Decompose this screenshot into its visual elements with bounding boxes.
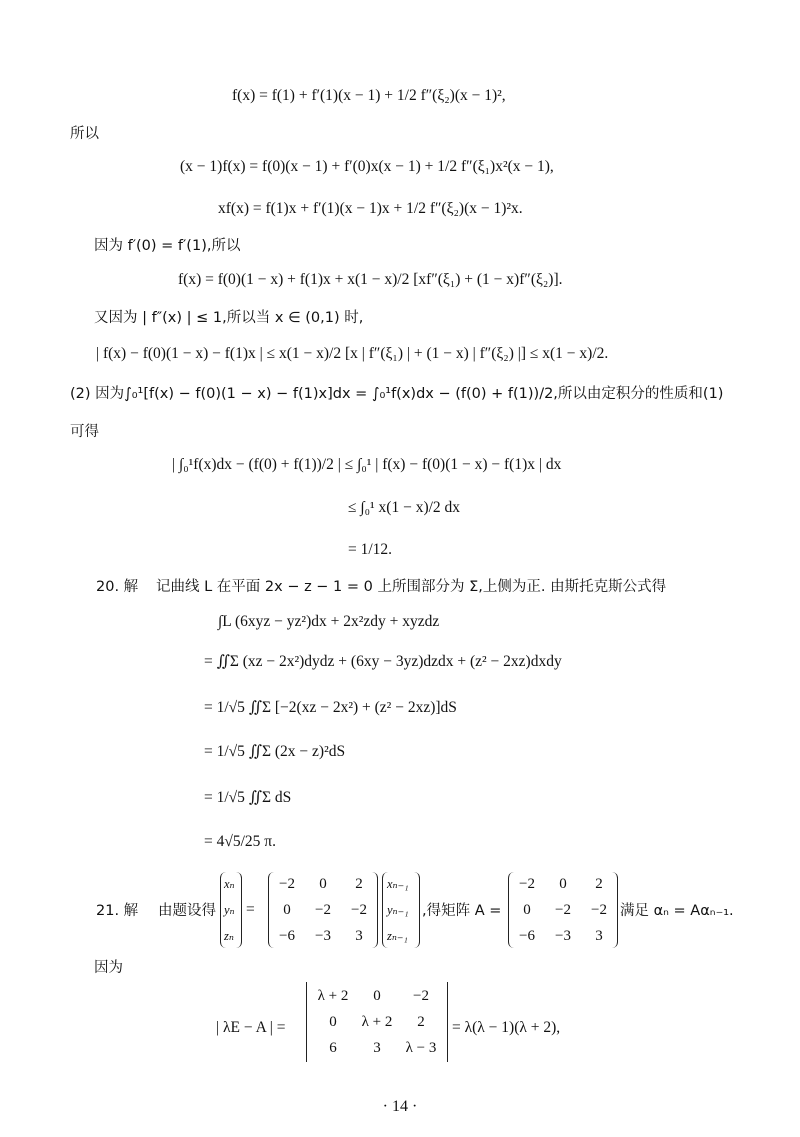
equation-x-fx: xf(x) = f(1)x + f′(1)(x − 1)x + 1/2 f″(ξ₂)(x − 1)²x. xyxy=(218,200,523,217)
matrix-cell: 2 xyxy=(355,876,363,892)
determinant-result: = λ(λ − 1)(λ + 2), xyxy=(452,1019,561,1036)
vector-entry: yₙ xyxy=(224,903,235,917)
matrix-cell: −6 xyxy=(519,928,535,944)
vector-entry: xₙ₋₁ xyxy=(387,877,409,891)
determinant xyxy=(306,982,448,1062)
vector-alpha-n xyxy=(220,872,242,948)
matrix-cell: −2 xyxy=(591,902,607,918)
solution-21-label: 21. 解 xyxy=(96,903,139,919)
matrix-a-system xyxy=(268,872,378,948)
taylor-expansion-at-1: f(x) = f(1) + f′(1)(x − 1) + 1/2 f″(ξ₂)(x − 1)², xyxy=(232,87,506,104)
determinant-cell: λ + 2 xyxy=(361,1014,393,1030)
surface-integral-4: = 1/√5 ∬Σ dS xyxy=(204,789,292,806)
surface-integral-2: = 1/√5 ∬Σ [−2(xz − 2x²) + (z² − 2xz)]dS xyxy=(204,699,457,716)
matrix-cell: 0 xyxy=(523,902,531,918)
integral-inequality-2: ≤ ∫₀¹ x(1 − x)/2 dx xyxy=(348,499,461,516)
equation-fx-combined: f(x) = f(0)(1 − x) + f(1)x + x(1 − x)/2 [xf″(ξ₁) + (1 − x)f″(ξ₂)]. xyxy=(178,271,563,288)
matrix-cell: 0 xyxy=(283,902,291,918)
integral-result: = 1/12. xyxy=(348,541,393,558)
vector-entry: yₙ₋₁ xyxy=(387,903,409,917)
determinant-cell: 3 xyxy=(373,1040,381,1056)
matrix-cell: −2 xyxy=(351,902,367,918)
matrix-cell: 3 xyxy=(355,928,363,944)
text-because-derivatives-equal: 因为 f′(0) = f′(1),所以 xyxy=(94,238,241,254)
text-get-matrix: ,得矩阵 A = xyxy=(422,903,502,919)
page-number: · 14 · xyxy=(382,1098,418,1115)
equation-xminus1-fx: (x − 1)f(x) = f(0)(x − 1) + f′(0)x(x − 1) + 1/2 f″(ξ₁)x²(x − 1), xyxy=(180,158,554,175)
equals-sign: = xyxy=(246,901,255,918)
solution-20-intro: 记曲线 L 在平面 2x − z − 1 = 0 上所围部分为 Σ,上侧为正. 由斯托克斯公式得 xyxy=(156,579,667,595)
text-satisfies: 满足 αₙ = Aαₙ₋₁. xyxy=(620,903,734,919)
text-because-21: 因为 xyxy=(94,960,123,976)
determinant-cell: λ + 2 xyxy=(317,988,349,1004)
matrix-cell: −6 xyxy=(279,928,295,944)
solution-21-intro: 由题设得 xyxy=(158,903,216,919)
text-part-two: (2) 因为∫₀¹[f(x) − f(0)(1 − x) − f(1)x]dx = ∫₀¹f(x)dx − (f(0) + f(1))/2,所以由定积分的性质和(1) xyxy=(70,386,724,402)
solution-20-label: 20. 解 xyxy=(96,579,139,595)
text-it-follows: 可得 xyxy=(70,424,99,440)
text-therefore: 所以 xyxy=(70,126,99,142)
vector-alpha-n-minus-1 xyxy=(382,872,420,948)
vector-entry: xₙ xyxy=(224,877,235,891)
matrix-cell: −3 xyxy=(315,928,331,944)
matrix-cell: −2 xyxy=(279,876,295,892)
determinant-cell: 6 xyxy=(329,1040,337,1056)
vector-entry: zₙ₋₁ xyxy=(387,929,408,943)
matrix-cell: 3 xyxy=(595,928,603,944)
matrix-cell: −2 xyxy=(519,876,535,892)
vector-entry: zₙ xyxy=(224,929,234,943)
determinant-cell: 0 xyxy=(329,1014,337,1030)
line-integral: ∫L (6xyz − yz²)dx + 2x²zdy + xyzdz xyxy=(218,613,440,630)
matrix-cell: −3 xyxy=(555,928,571,944)
matrix-cell: −2 xyxy=(555,902,571,918)
surface-integral-3: = 1/√5 ∬Σ (2x − z)²dS xyxy=(204,743,346,760)
determinant-cell: −2 xyxy=(413,988,429,1004)
matrix-a xyxy=(508,872,618,948)
text-because-bound: 又因为 | f″(x) | ≤ 1,所以当 x ∈ (0,1) 时, xyxy=(94,310,364,326)
matrix-cell: 2 xyxy=(595,876,603,892)
matrix-cell: −2 xyxy=(315,902,331,918)
determinant-cell: 0 xyxy=(373,988,381,1004)
determinant-left-side: | λE − A | = xyxy=(216,1019,286,1036)
equation-absolute-bound: | f(x) − f(0)(1 − x) − f(1)x | ≤ x(1 − x)/2 [x | f″(ξ₁) | + (1 − x) | f″(ξ₂) |] ≤ x(1 − x)/2. xyxy=(96,345,609,362)
determinant-cell: λ − 3 xyxy=(405,1040,437,1056)
result-20: = 4√5/25 π. xyxy=(204,833,277,850)
determinant-cell: 2 xyxy=(417,1014,425,1030)
surface-integral-1: = ∬Σ (xz − 2x²)dydz + (6xy − 3yz)dzdx + (z² − 2xz)dxdy xyxy=(204,653,562,670)
matrix-cell: 0 xyxy=(559,876,567,892)
matrix-cell: 0 xyxy=(319,876,327,892)
integral-inequality-1: | ∫₀¹f(x)dx − (f(0) + f(1))/2 | ≤ ∫₀¹ | f(x) − f(0)(1 − x) − f(1)x | dx xyxy=(172,456,562,473)
